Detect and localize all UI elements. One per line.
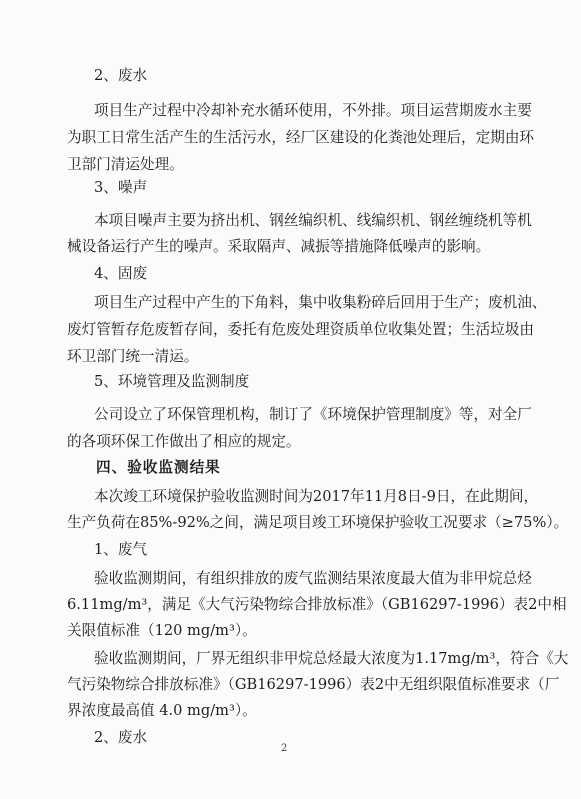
section-heading: 四、验收监测结果 [96, 459, 221, 476]
heading-waste-gas: 1、废气 [94, 541, 148, 558]
paragraph-line: 项目生产过程中冷却补充水循环使用，不外排。项目运营期废水主要 [94, 102, 532, 119]
paragraph-line: 本项目噪声主要为挤出机、钢丝编织机、线编织机、钢丝缠绕机等机 [94, 212, 532, 229]
page-number: 2 [281, 743, 288, 754]
paragraph-line: 气污染物综合排放标准》（GB16297-1996）表2中无组织限值标准要求（厂 [67, 676, 560, 693]
heading-waste-water-2: 2、废水 [94, 729, 148, 746]
paragraph-line: 验收监测期间，厂界无组织非甲烷总烃最大浓度为1.17mg/m³，符合《大 [94, 650, 569, 667]
heading-solid-waste: 4、固废 [94, 265, 148, 282]
paragraph-line: 验收监测期间，有组织排放的废气监测结果浓度最大值为非甲烷总烃 [94, 570, 532, 587]
paragraph-line: 6.11mg/m³，满足《大气污染物综合排放标准》（GB16297-1996）表2中相 [67, 596, 567, 613]
heading-management: 5、环境管理及监测制度 [94, 373, 250, 390]
paragraph-line: 项目生产过程中产生的下角料，集中收集粉碎后回用于生产；废机油、 [94, 294, 547, 311]
paragraph-line: 为职工日常生活产生的生活污水，经厂区建设的化粪池处理后，定期由环 [67, 129, 535, 146]
paragraph-line: 界浓度最高值 4.0 mg/m³）。 [67, 702, 257, 719]
paragraph-line: 环卫部门统一清运。 [67, 348, 199, 365]
heading-waste-water: 2、废水 [94, 67, 148, 84]
paragraph-line: 关限值标准（120 mg/m³）。 [67, 622, 257, 639]
paragraph-line: 械设备运行产生的噪声。采取隔声、减振等措施降低噪声的影响。 [67, 238, 491, 255]
heading-noise: 3、噪声 [94, 179, 148, 196]
paragraph-line: 的各项环保工作做出了相应的规定。 [67, 433, 301, 450]
paragraph-line: 生产负荷在85%-92%之间，满足项目竣工环境保护验收工况要求（≥75%）。 [67, 514, 569, 531]
paragraph-line: 废灯管暂存危废暂存间，委托有危废处理资质单位收集处置；生活垃圾由 [67, 321, 535, 338]
paragraph-line: 卫部门清运处理。 [67, 156, 184, 173]
paragraph-line: 公司设立了环保管理机构，制订了《环境保护管理制度》等，对全厂 [94, 406, 532, 423]
paragraph-line: 本次竣工环境保护验收监测时间为2017年11月8日-9日，在此期间， [94, 488, 539, 505]
